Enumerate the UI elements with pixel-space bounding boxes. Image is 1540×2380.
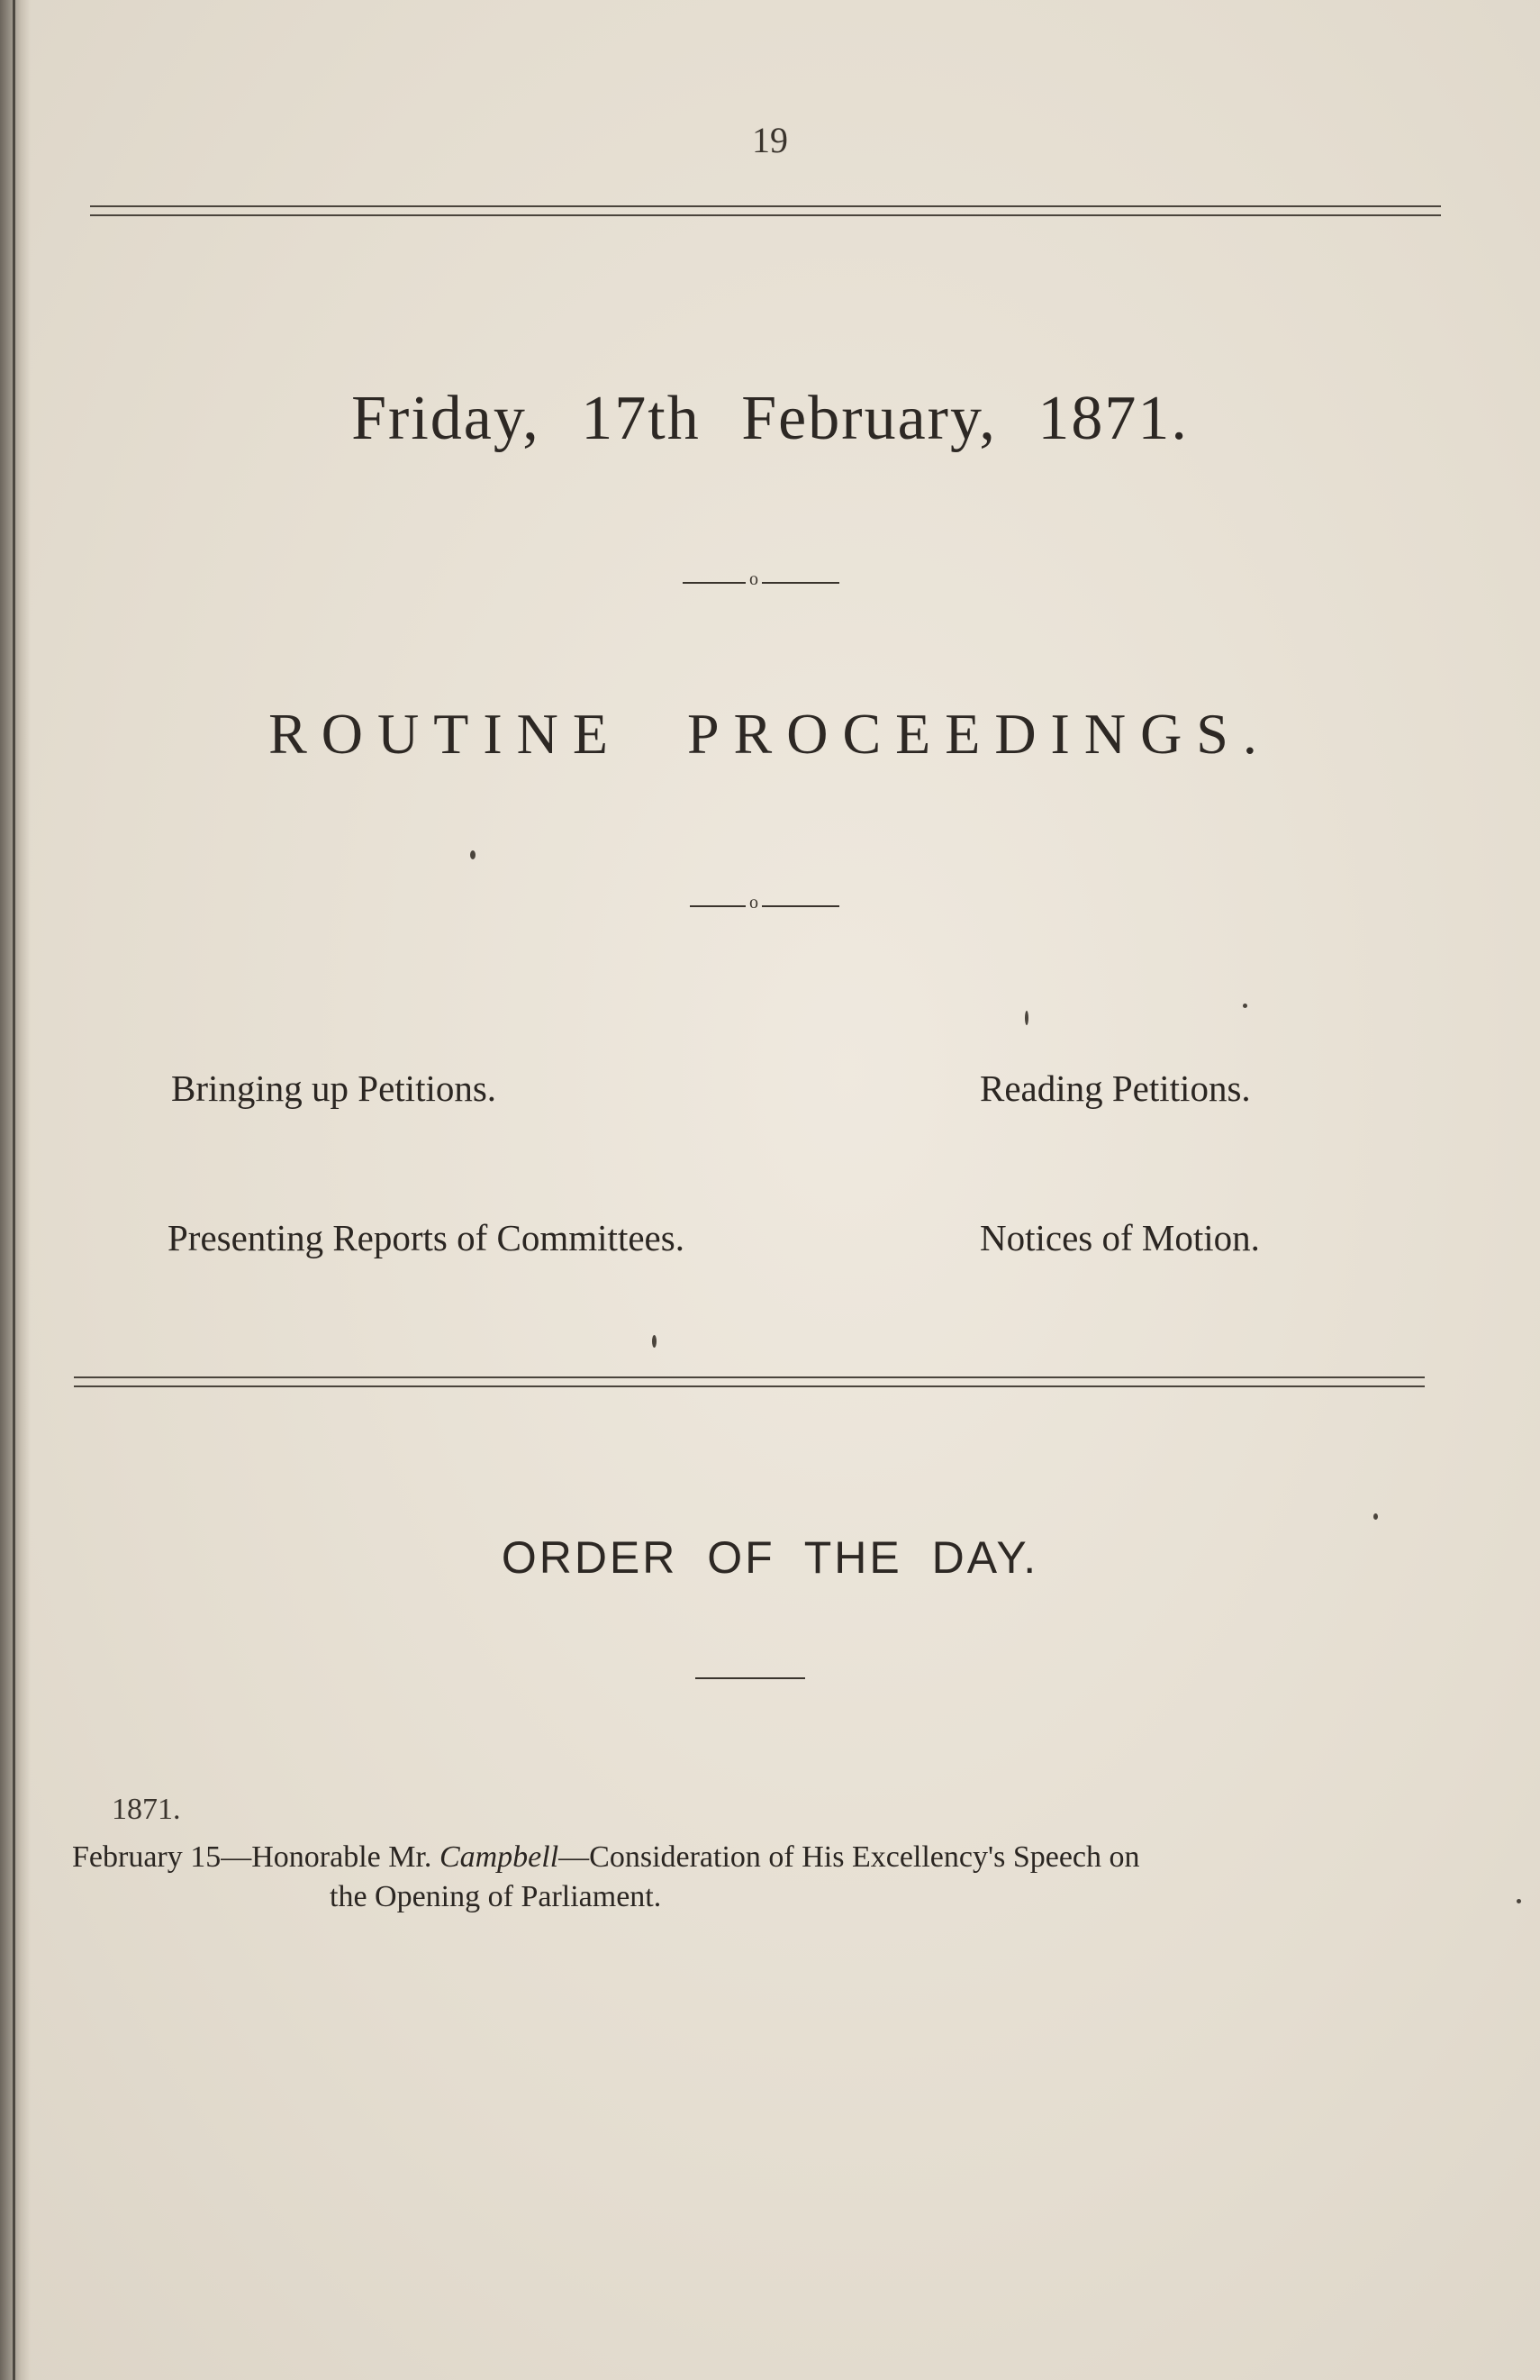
order-underline xyxy=(695,1677,805,1679)
ink-speck xyxy=(652,1335,657,1348)
ink-speck xyxy=(1517,1899,1521,1903)
separator-2-left-rule xyxy=(690,905,746,907)
entry-member-name: Campbell xyxy=(439,1840,559,1874)
middle-double-rule xyxy=(74,1376,1425,1387)
ink-speck xyxy=(1025,1011,1028,1025)
routine-item-bringing-up-petitions: Bringing up Petitions. xyxy=(171,1067,497,1109)
separator-1-right-rule xyxy=(762,582,839,584)
top-double-rule xyxy=(90,205,1441,216)
entry-date: February 15— xyxy=(72,1840,252,1874)
routine-item-reading-petitions: Reading Petitions. xyxy=(980,1067,1251,1109)
separator-1-left-rule xyxy=(683,582,746,584)
separator-2-right-rule xyxy=(762,905,839,907)
date-heading: Friday, 17th February, 1871. xyxy=(351,384,1189,453)
binding-spine-shadow xyxy=(0,0,31,2380)
order-of-the-day-heading: ORDER OF THE DAY. xyxy=(501,1532,1039,1583)
ink-speck xyxy=(470,850,476,859)
routine-proceedings-heading: ROUTINE PROCEEDINGS. xyxy=(268,702,1272,766)
ink-speck xyxy=(1373,1513,1378,1520)
page-number: 19 xyxy=(752,120,788,160)
separator-1-mark: o xyxy=(749,569,758,589)
entry-year: 1871. xyxy=(112,1793,181,1826)
entry-text-line-1: —Consideration of His Excellency's Speech on xyxy=(558,1840,1140,1874)
entry-text-line-2: the Opening of Parliament. xyxy=(330,1880,662,1913)
separator-2-mark: o xyxy=(749,893,758,913)
binding-edge-line xyxy=(13,0,15,2380)
routine-item-presenting-reports: Presenting Reports of Committees. xyxy=(168,1217,684,1258)
order-entry xyxy=(72,1838,1441,1917)
routine-item-notices-of-motion: Notices of Motion. xyxy=(980,1217,1260,1258)
entry-honorific: Honorable Mr. xyxy=(251,1840,439,1874)
ink-speck xyxy=(1243,1004,1247,1008)
